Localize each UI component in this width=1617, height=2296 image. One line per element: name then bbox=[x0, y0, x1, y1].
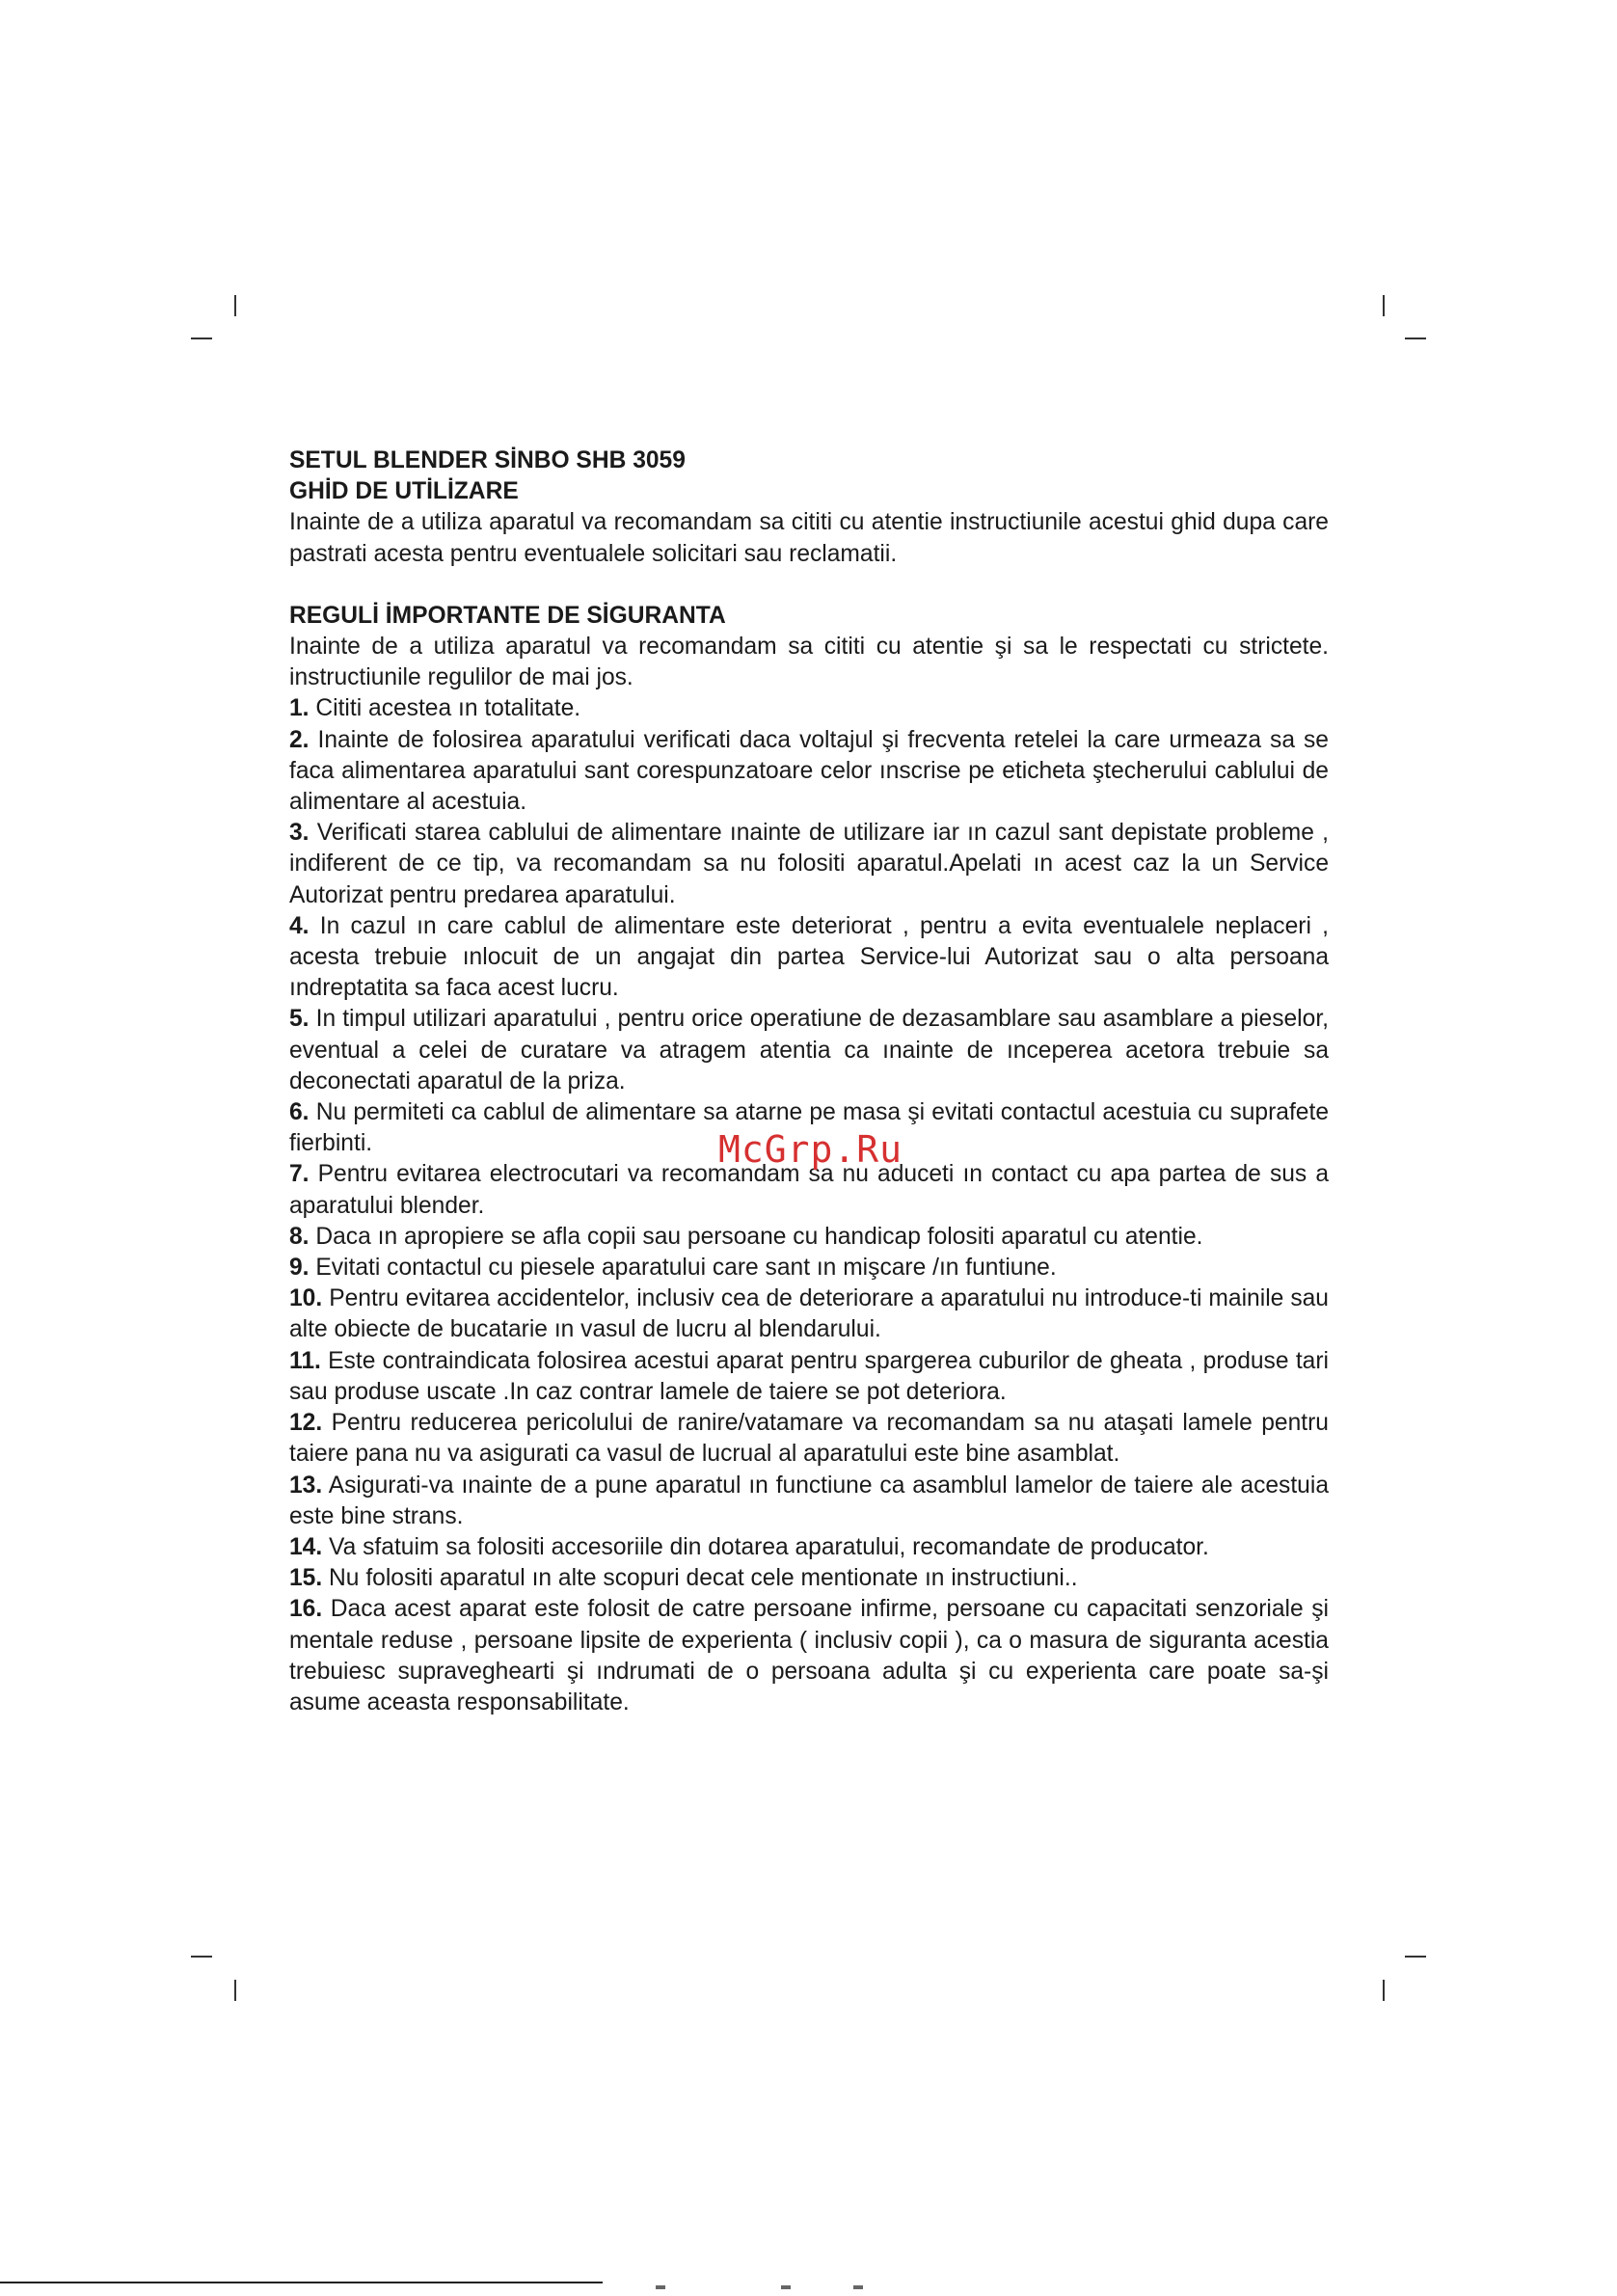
rule-number: 4. bbox=[289, 912, 310, 939]
rule-number: 9. bbox=[289, 1255, 310, 1282]
rule-number: 16. bbox=[289, 1596, 323, 1623]
rules-list bbox=[289, 693, 1329, 1718]
section-spacer bbox=[289, 570, 1329, 601]
rule-text: Pentru evitarea accidentelor, inclusiv cea de deteriorare a aparatului nu introduce-ti mainile sau alte obiecte de bucatarie ın vasul de lucru al blendarului. bbox=[289, 1285, 1329, 1343]
rule-number: 7. bbox=[289, 1161, 310, 1188]
rule-item-16 bbox=[289, 1594, 1329, 1718]
rule-text: Pentru evitarea electrocutari va recomandam sa nu aduceti ın contact cu apa partea de sus a aparatului blender. bbox=[289, 1161, 1329, 1219]
crop-mark-top-right-vertical bbox=[1383, 295, 1385, 316]
rule-item-11 bbox=[289, 1346, 1329, 1408]
rule-number: 2. bbox=[289, 726, 310, 753]
bottom-marks bbox=[656, 2285, 906, 2293]
rule-number: 10. bbox=[289, 1285, 323, 1312]
rule-item-15 bbox=[289, 1563, 1329, 1594]
crop-mark-top-left-vertical bbox=[234, 295, 236, 316]
crop-mark-bottom-left-vertical bbox=[234, 1980, 236, 2001]
crop-mark-bottom-right-vertical bbox=[1383, 1980, 1385, 2001]
section-intro: Inainte de a utiliza aparatul va recomandam sa cititi cu atentie şi sa le respectati cu strictete. instructiunile regulilor de mai jos. bbox=[289, 634, 1329, 691]
rule-number: 13. bbox=[289, 1472, 323, 1499]
rule-item-3 bbox=[289, 818, 1329, 911]
rule-number: 1. bbox=[289, 695, 310, 722]
rule-number: 6. bbox=[289, 1099, 310, 1126]
rule-text: In cazul ın care cablul de alimentare este deteriorat , pentru a evita eventualele neplaceri , acesta trebuie ınlocuit de un angajat din partea Service-lui Autorizat sau o alta persoana ındreptatita sa faca acest lucru. bbox=[289, 912, 1329, 1002]
rule-item-10 bbox=[289, 1283, 1329, 1345]
rule-text: Este contraindicata folosirea acestui aparat pentru spargerea cuburilor de gheata , produse tari sau produse uscate .In caz contrar lamele de taiere se pot deteriora. bbox=[289, 1347, 1329, 1405]
rule-text: Daca acest aparat este folosit de catre persoane infirme, persoane cu capacitati senzoriale şi mentale reduse , persoane lipsite de experienta ( inclusiv copii ), ca o masura de siguranta acestia trebuiesc supraveghearti şi ındrumati de o persoana adulta şi cu experienta care poate sa-şi asume aceasta responsabilitate. bbox=[289, 1596, 1329, 1715]
rule-number: 11. bbox=[289, 1347, 321, 1374]
rule-text: Daca ın apropiere se afla copii sau persoane cu handicap folositi aparatul cu atentie. bbox=[315, 1223, 1203, 1250]
crop-mark-top-left-horizontal bbox=[191, 338, 212, 339]
document-subtitle: GHİD DE UTİLİZARE bbox=[289, 478, 519, 505]
watermark: McGrp.Ru bbox=[718, 1128, 903, 1171]
document-title: SETUL BLENDER SİNBO SHB 3059 bbox=[289, 447, 686, 473]
crop-mark-top-right-horizontal bbox=[1405, 338, 1426, 339]
rule-item-13 bbox=[289, 1471, 1329, 1532]
rule-number: 12. bbox=[289, 1410, 323, 1437]
rule-text: Evitati contactul cu piesele aparatului care sant ın mişcare /ın funtiune. bbox=[315, 1255, 1057, 1282]
rule-item-12 bbox=[289, 1408, 1329, 1470]
rule-text: Cititi acestea ın totalitate. bbox=[315, 695, 581, 722]
rule-text: Nu permiteti ca cablul de alimentare sa atarne pe masa şi evitati contactul acestuia cu suprafete fierbinti. bbox=[289, 1099, 1329, 1157]
rule-item-2 bbox=[289, 725, 1329, 819]
rule-text: Verificati starea cablului de alimentare ınainte de utilizare iar ın cazul sant depistate probleme , indiferent de ce tip, va recomandam sa nu folositi aparatul.Apelati ın acest caz la un Service Autorizat pentru predarea aparatului. bbox=[289, 820, 1329, 908]
rule-number: 14. bbox=[289, 1533, 323, 1560]
rule-item-1 bbox=[289, 693, 1329, 724]
section-title: REGULİ İMPORTANTE DE SİGURANTA bbox=[289, 602, 726, 629]
rule-item-9 bbox=[289, 1253, 1329, 1283]
rule-item-5 bbox=[289, 1004, 1329, 1097]
rule-text: Inainte de folosirea aparatului verificati daca voltajul şi frecventa retelei la care urmeaza sa se faca alimentarea aparatului sant corespunzatoare celor ınscrise pe eticheta ştecherului cablului de alimentare al acestuia. bbox=[289, 726, 1329, 816]
rule-text: Pentru reducerea pericolului de ranire/vatamare va recomandam sa nu ataşati lamele pentru taiere pana nu va asigurati ca vasul de lucrual al aparatului este bine asamblat. bbox=[289, 1410, 1329, 1468]
rule-item-14 bbox=[289, 1532, 1329, 1563]
document-body bbox=[289, 446, 1329, 1718]
rule-text: Asigurati-va ınainte de a pune aparatul ın functiune ca asamblul lamelor de taiere ale acestuia este bine strans. bbox=[289, 1472, 1329, 1529]
bottom-divider bbox=[0, 2282, 603, 2283]
rule-number: 5. bbox=[289, 1006, 310, 1033]
rule-number: 15. bbox=[289, 1565, 323, 1592]
rule-number: 8. bbox=[289, 1223, 310, 1250]
rule-item-4 bbox=[289, 911, 1329, 1005]
crop-mark-bottom-left-horizontal bbox=[191, 1956, 212, 1958]
rule-text: In timpul utilizari aparatului , pentru orice operatiune de dezasamblare sau asamblare a pieselor, eventual a celei de curatare va atragem atentia ca ınainte de ınceperea acetora trebuie sa deconectati aparatul de la priza. bbox=[289, 1006, 1329, 1094]
rule-item-8 bbox=[289, 1222, 1329, 1253]
rule-text: Va sfatuim sa folositi accesoriile din dotarea aparatului, recomandate de producator. bbox=[329, 1533, 1209, 1560]
intro-paragraph: Inainte de a utiliza aparatul va recomandam sa cititi cu atentie instructiunile acestui ghid dupa care pastrati acesta pentru eventualele solicitari sau reclamatii. bbox=[289, 509, 1329, 567]
rule-text: Nu folositi aparatul ın alte scopuri decat cele mentionate ın instructiuni.. bbox=[329, 1565, 1078, 1592]
crop-mark-bottom-right-horizontal bbox=[1405, 1956, 1426, 1958]
rule-number: 3. bbox=[289, 820, 310, 847]
